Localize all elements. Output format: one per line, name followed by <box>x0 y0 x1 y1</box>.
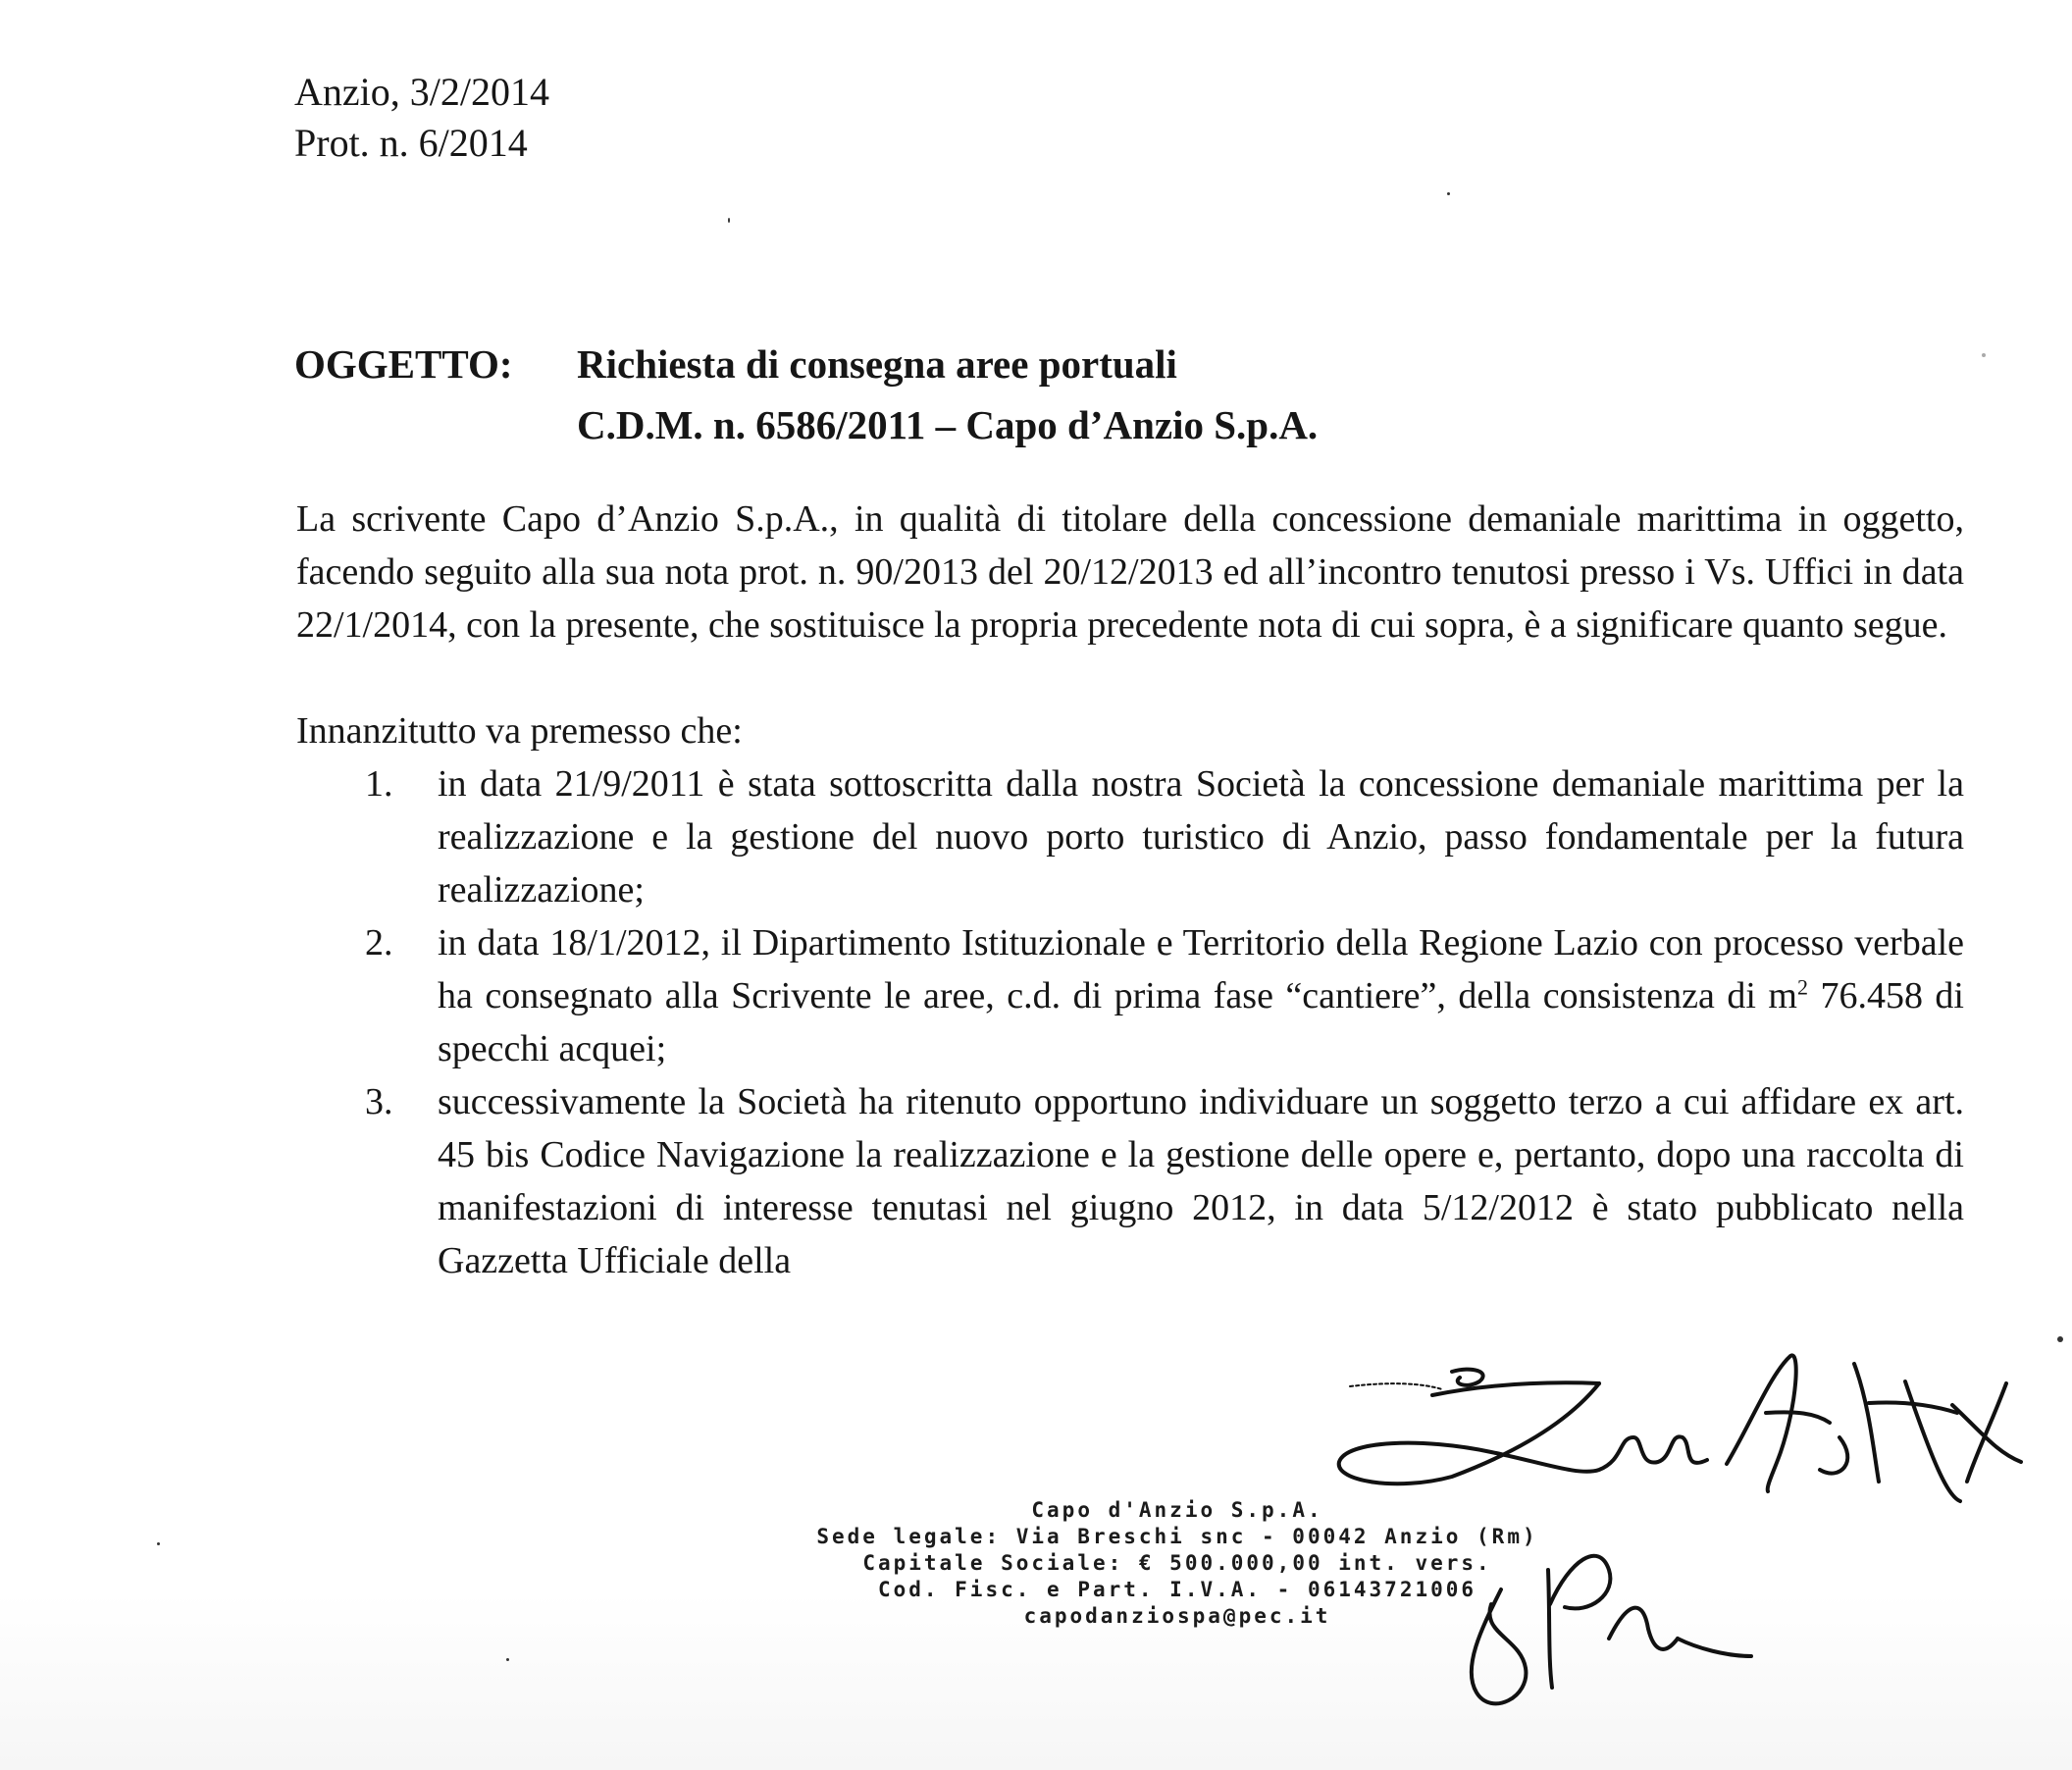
footer-capital: Capitale Sociale: € 500.000,00 int. vers. <box>862 1551 1492 1575</box>
scan-speck <box>728 218 730 223</box>
scan-speck <box>506 1658 509 1661</box>
list-item-number: 3. <box>365 1081 393 1122</box>
list-item-number: 1. <box>365 763 393 805</box>
list-item-text: successivamente la Società ha ritenuto opportuno individuare un soggetto terzo a cui affidare ex art. 45 bis Codice Navigazione la realizzazione e la gestione delle opere e, pertanto, dopo una raccolta di manifestazioni di interesse tenutasi nel giugno 2012, in data 5/12/2012 è stato pubblicato nella Gazzetta Ufficiale della <box>438 1081 1964 1281</box>
subject-line-1: Richiesta di consegna aree portuali <box>577 341 1177 387</box>
footer-company-name: Capo d'Anzio S.p.A. <box>1031 1498 1323 1522</box>
list-item <box>296 757 1964 916</box>
scan-speck <box>1982 353 1986 357</box>
list-item-text: in data 21/9/2011 è stata sottoscritta dalla nostra Società la concessione demaniale marittima per la realizzazione e la gestione del nuovo porto turistico di Anzio, passo fondamentale per la futura realizzazione; <box>438 763 1964 911</box>
footer-tax-id: Cod. Fisc. e Part. I.V.A. - 06143721006 <box>877 1578 1477 1601</box>
square-superscript: 2 <box>1796 974 1808 1000</box>
subject-line-2: C.D.M. n. 6586/2011 – Capo d’Anzio S.p.A. <box>577 402 1319 447</box>
place-date: Anzio, 3/2/2014 <box>294 70 549 114</box>
list-item <box>296 916 1964 1075</box>
scan-speck <box>2057 1336 2063 1342</box>
premise-line: Innanzitutto va premesso che: <box>296 710 743 752</box>
scan-speck <box>1447 192 1450 195</box>
footer-email: capodanziospa@pec.it <box>1023 1604 1331 1628</box>
list-item-text: in data 18/1/2012, il Dipartimento Istituzionale e Territorio della Regione Lazio con processo verbale ha consegnato alla Scrivente le aree, c.d. di prima fase “cantiere”, della consistenza di m <box>438 922 1964 1016</box>
subject-label: OGGETTO: <box>294 341 513 387</box>
premise-list <box>296 757 1964 1287</box>
intro-paragraph: La scrivente Capo d’Anzio S.p.A., in qualità di titolare della concessione demaniale marittima in oggetto, facendo seguito alla sua nota prot. n. 90/2013 del 20/12/2013 ed all’incontro tenutosi presso i Vs. Uffici in data 22/1/2014, con la presente, che sostituisce la propria precedente nota di cui sopra, è a significare quanto segue. <box>296 498 1964 646</box>
protocol-number: Prot. n. 6/2014 <box>294 121 528 165</box>
list-item <box>296 1075 1964 1287</box>
company-footer <box>775 1497 1580 1630</box>
list-item-number: 2. <box>365 922 393 963</box>
scan-speck <box>157 1542 160 1545</box>
footer-address: Sede legale: Via Breschi snc - 00042 Anzio (Rm) <box>816 1525 1538 1548</box>
list-item-text-tail: 76.458 di specchi acquei; <box>438 975 1964 1069</box>
